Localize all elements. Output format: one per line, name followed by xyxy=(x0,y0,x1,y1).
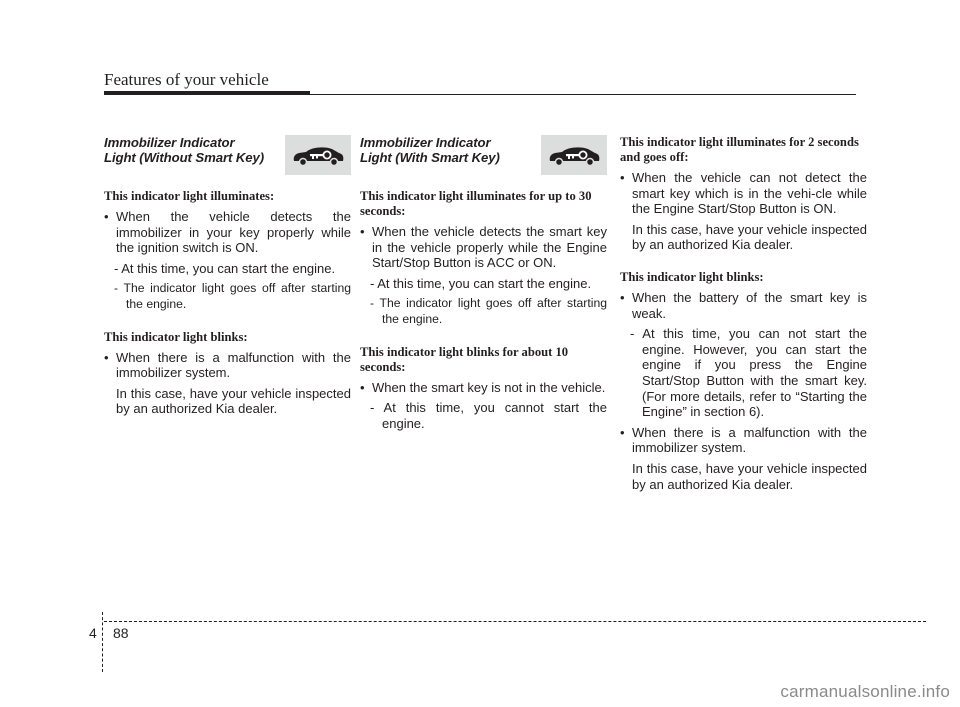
footer-divider xyxy=(102,612,103,672)
column-smart-key-continued xyxy=(620,135,867,497)
section-title: Immobilizer Indicator Light (With Smart Key) xyxy=(360,135,500,165)
bullet-item: • When the vehicle detects the smart key in the vehicle properly while the Engine Start/Stop Button is ACC or ON. xyxy=(360,224,607,271)
section-heading xyxy=(104,135,351,175)
section-title: Immobilizer Indicator Light (Without Smart Key) xyxy=(104,135,265,165)
indicator-icon-box xyxy=(541,135,607,175)
paragraph-heading: This indicator light blinks: xyxy=(104,329,248,344)
bullet-item: • When the smart key is not in the vehicle. xyxy=(360,380,607,396)
bullet-item: • When there is a malfunction with the immobilizer system. xyxy=(104,350,351,381)
bullet-item: • When the vehicle detects the immobilizer in your key properly while the ignition switch is ON. xyxy=(104,209,351,256)
header-rule xyxy=(104,94,856,95)
chapter-number: 4 xyxy=(89,625,97,641)
column-without-smart-key xyxy=(104,135,351,422)
dash-item: - At this time, you can start the engine. xyxy=(370,275,592,291)
note-text: In this case, have your vehicle inspected by an authorized Kia dealer. xyxy=(632,460,867,492)
bullet-item: • When the vehicle can not detect the smart key which is in the vehi-cle while the Engine Start/Stop Button is ON. xyxy=(620,170,867,217)
section-heading xyxy=(360,135,607,175)
dash-item: - At this time, you can start the engine. xyxy=(114,260,336,276)
watermark: carmanualsonline.info xyxy=(780,682,950,701)
indicator-icon-box xyxy=(285,135,351,175)
dash-item: - The indicator light goes off after starting the engine. xyxy=(114,281,351,311)
bullet-item: • When the battery of the smart key is weak. xyxy=(620,290,867,321)
paragraph-heading: This indicator light illuminates for up to 30 seconds: xyxy=(360,189,592,218)
dash-item: - At this time, you cannot start the engine. xyxy=(370,400,607,431)
paragraph-heading: This indicator light blinks for about 10 seconds: xyxy=(360,344,569,374)
header-title: Features of your vehicle xyxy=(104,70,269,89)
car-key-icon xyxy=(290,143,346,167)
dash-item: - At this time, you can not start the engine. However, you can start the engine if you press the Engine Start/Stop Button with the smart key. (For more details, refer to “Starting the Engine” in section 6). xyxy=(630,326,867,420)
paragraph-heading: This indicator light illuminates: xyxy=(104,189,275,203)
column-with-smart-key xyxy=(360,135,607,436)
footer-rule xyxy=(104,621,926,622)
car-key-icon xyxy=(546,143,602,167)
note-text: In this case, have your vehicle inspected by an authorized Kia dealer. xyxy=(632,221,867,253)
dash-item: - The indicator light goes off after starting the engine. xyxy=(370,296,607,326)
page-number: 88 xyxy=(113,625,129,641)
paragraph-heading: This indicator light blinks: xyxy=(620,269,764,284)
bullet-item: • When there is a malfunction with the immobilizer system. xyxy=(620,425,867,456)
paragraph-heading: This indicator light illuminates for 2 seconds and goes off: xyxy=(620,135,859,164)
note-text: In this case, have your vehicle inspected by an authorized Kia dealer. xyxy=(116,385,351,417)
